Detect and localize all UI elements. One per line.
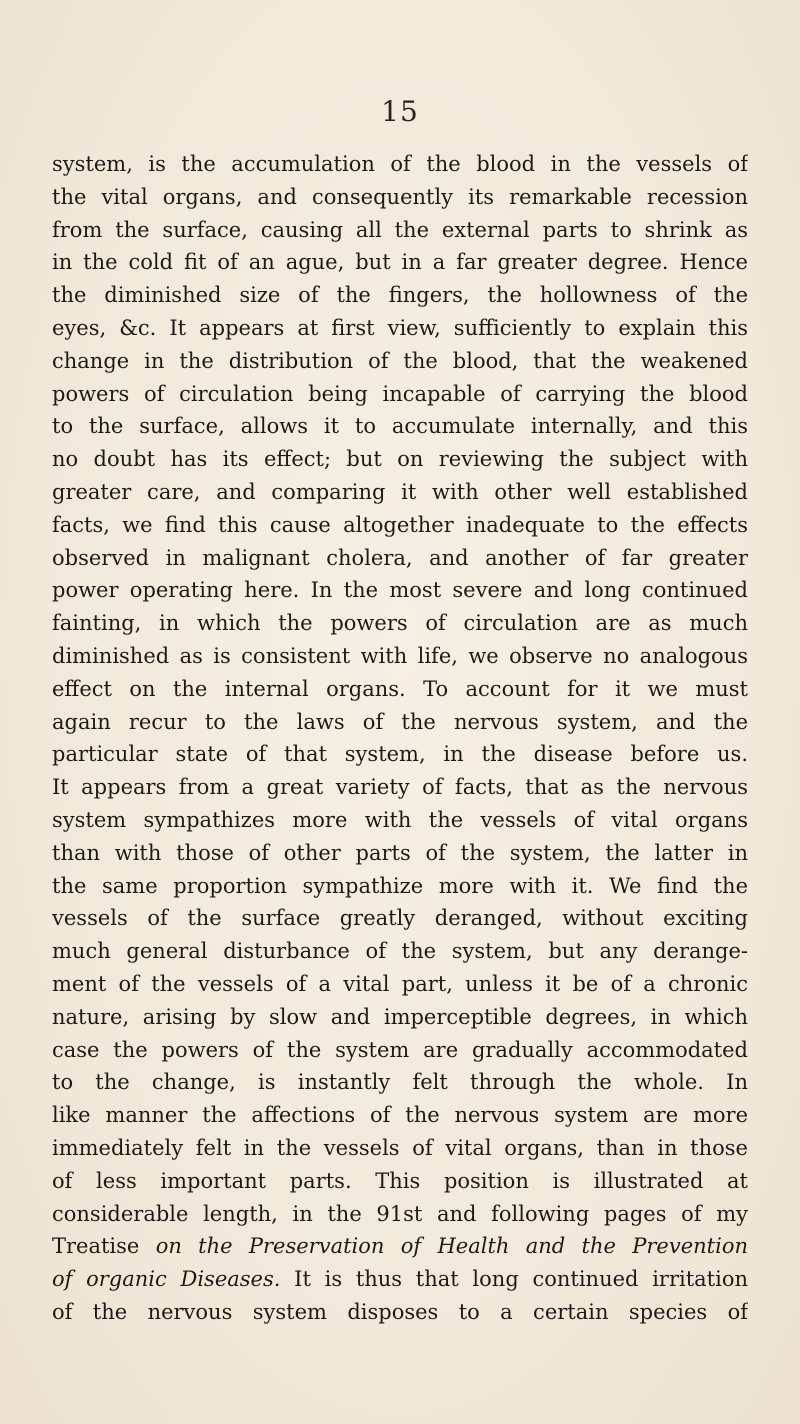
text-line-with-title [52,1263,748,1296]
text-line: system sympathizes more with the vessels of vital organs [52,807,748,832]
text-line: like manner the affections of the nervous system are more [52,1103,748,1128]
text-segment: It is thus that long continued irritation [294,1267,748,1292]
text-line: ment of the vessels of a vital part, unless it be of a chronic [52,971,748,996]
text-line: no doubt has its effect; but on reviewing the subject with [52,447,748,472]
text-line: particular state of that system, in the disease before us. [52,742,748,767]
text-line: from the surface, causing all the external parts to shrink as [52,217,748,242]
text-line: of the nervous system disposes to a certain species of [52,1299,748,1324]
text-line: facts, we find this cause altogether inadequate to the effects [52,512,748,537]
text-line: again recur to the laws of the nervous system, and the [52,709,748,734]
text-line: immediately felt in the vessels of vital organs, than in those [52,1135,748,1160]
treatise-word: Treatise [52,1234,140,1259]
text-line: in the cold fit of an ague, but in a far greater degree. Hence [52,250,748,275]
book-title-part-2: of organic Diseases. [52,1267,281,1292]
text-line: of less important parts. This position is illustrated at [52,1168,748,1193]
text-line: It appears from a great variety of facts, that as the nervous [52,775,748,800]
text-line: effect on the internal organs. To account for it we must [52,676,748,701]
text-line: powers of circulation being incapable of carrying the blood [52,381,748,406]
text-line: diminished as is consistent with life, we observe no analogous [52,643,748,668]
text-line: change in the distribution of the blood, that the weakened [52,348,748,373]
text-line: case the powers of the system are gradually accommodated [52,1037,748,1062]
text-line: much general disturbance of the system, but any derange- [52,939,748,964]
page-number: 15 [381,95,419,128]
body-text [52,148,748,1329]
text-line: than with those of other parts of the system, the latter in [52,840,748,865]
text-line-with-title [52,1230,748,1263]
text-line: considerable length, in the 91st and following pages of my [52,1201,748,1226]
text-line: the same proportion sympathize more with it. We find the [52,873,748,898]
text-line: power operating here. In the most severe and long continued [52,578,748,603]
text-line: greater care, and comparing it with other well established [52,479,748,504]
text-line: vessels of the surface greatly deranged, without exciting [52,906,748,931]
text-line: to the surface, allows it to accumulate internally, and this [52,414,748,439]
text-line: system, is the accumulation of the blood in the vessels of [52,152,748,176]
text-line: to the change, is instantly felt through the whole. In [52,1070,748,1095]
book-title-part-1: on the Preservation of Health and the Prevention [155,1234,748,1259]
text-line: observed in malignant cholera, and another of far greater [52,545,748,570]
text-line: nature, arising by slow and imperceptible degrees, in which [52,1004,748,1029]
text-line: the diminished size of the fingers, the hollowness of the [52,283,748,308]
text-line: fainting, in which the powers of circulation are as much [52,611,748,636]
text-line: the vital organs, and consequently its remarkable recession [52,184,748,209]
text-line: eyes, &c. It appears at first view, sufficiently to explain this [52,315,748,340]
